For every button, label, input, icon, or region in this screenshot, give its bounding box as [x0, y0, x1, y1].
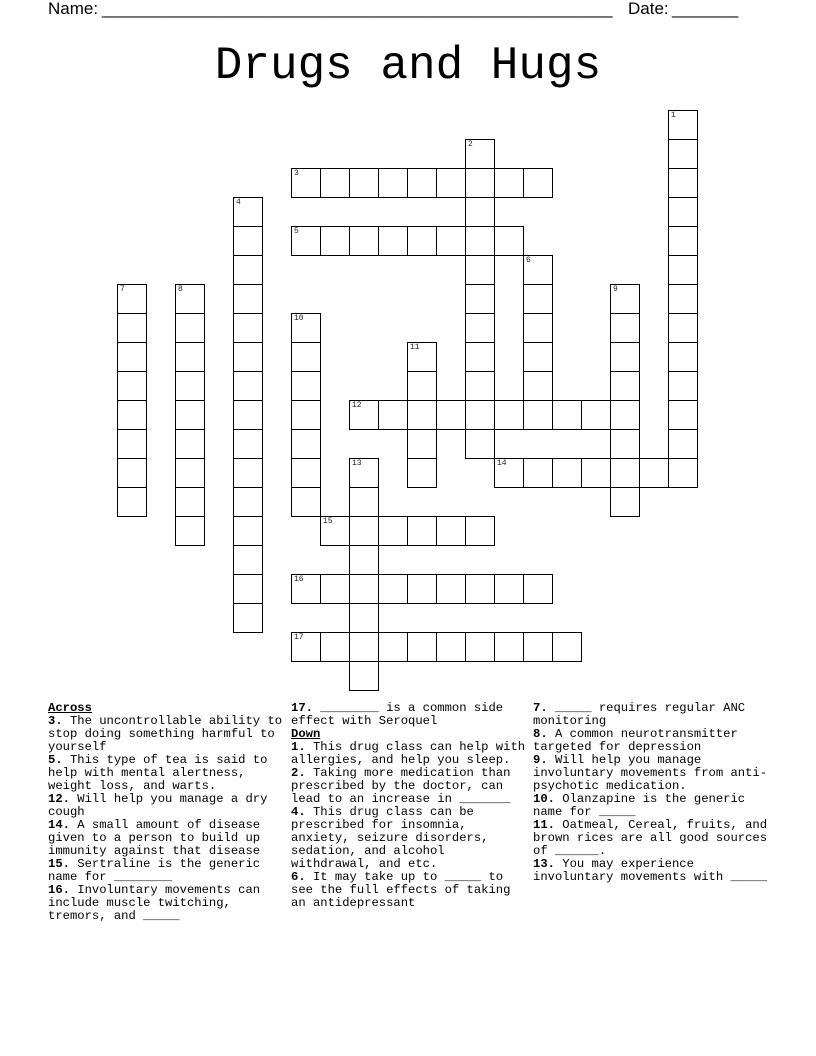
- clue-item: [48, 819, 284, 858]
- clue-item: [533, 858, 769, 884]
- cell-number: 6: [526, 256, 531, 265]
- grid-cell[interactable]: [378, 226, 408, 256]
- grid-cell[interactable]: [610, 313, 640, 343]
- clue-number: 1.: [291, 740, 306, 754]
- clue-item: [48, 858, 284, 884]
- grid-cell[interactable]: [465, 342, 495, 372]
- grid-cell[interactable]: [291, 429, 321, 459]
- grid-cell[interactable]: [233, 342, 263, 372]
- grid-cell[interactable]: [668, 110, 698, 140]
- grid-cell[interactable]: [291, 458, 321, 488]
- clue-column-1: [48, 702, 284, 923]
- clue-text: Will help you manage a dry cough: [48, 792, 268, 819]
- grid-cell[interactable]: [523, 371, 553, 401]
- clue-number: 4.: [291, 805, 306, 819]
- grid-cell[interactable]: [320, 226, 350, 256]
- clue-item: [291, 741, 527, 767]
- grid-cell[interactable]: [349, 603, 379, 633]
- grid-cell[interactable]: [233, 284, 263, 314]
- grid-cell[interactable]: [407, 226, 437, 256]
- grid-cell[interactable]: [233, 545, 263, 575]
- grid-cell[interactable]: [349, 632, 379, 662]
- grid-cell[interactable]: [523, 284, 553, 314]
- clue-item: [291, 871, 527, 910]
- date-label: Date:: [628, 0, 669, 18]
- grid-cell[interactable]: [349, 574, 379, 604]
- grid-cell[interactable]: [523, 574, 553, 604]
- grid-cell[interactable]: [349, 400, 379, 430]
- grid-cell[interactable]: [117, 371, 147, 401]
- grid-cell[interactable]: [349, 545, 379, 575]
- clue-text: Sertraline is the generic name for ________: [48, 857, 261, 884]
- grid-cell[interactable]: [349, 168, 379, 198]
- grid-cell[interactable]: [668, 458, 698, 488]
- grid-cell[interactable]: [407, 168, 437, 198]
- grid-cell[interactable]: [668, 284, 698, 314]
- grid-cell[interactable]: [552, 458, 582, 488]
- grid-cell[interactable]: [436, 226, 466, 256]
- grid-cell[interactable]: [349, 487, 379, 517]
- grid-cell[interactable]: [465, 255, 495, 285]
- clue-text: ________ is a common side effect with Seroquel: [291, 701, 504, 728]
- grid-cell[interactable]: [233, 255, 263, 285]
- grid-cell[interactable]: [233, 458, 263, 488]
- cell-number: 12: [352, 401, 362, 410]
- cell-number: 2: [468, 140, 473, 149]
- grid-cell[interactable]: [291, 313, 321, 343]
- clue-item: [533, 793, 769, 819]
- grid-cell[interactable]: [407, 516, 437, 546]
- grid-cell[interactable]: [378, 400, 408, 430]
- cell-number: 7: [120, 285, 125, 294]
- grid-cell[interactable]: [465, 574, 495, 604]
- grid-cell[interactable]: [523, 342, 553, 372]
- puzzle-title: Drugs and Hugs: [214, 40, 602, 92]
- grid-cell[interactable]: [320, 168, 350, 198]
- grid-cell[interactable]: [436, 632, 466, 662]
- grid-cell[interactable]: [233, 487, 263, 517]
- grid-cell[interactable]: [668, 313, 698, 343]
- clue-number: 8.: [533, 727, 548, 741]
- grid-cell[interactable]: [581, 400, 611, 430]
- grid-cell[interactable]: [407, 574, 437, 604]
- grid-cell[interactable]: [465, 168, 495, 198]
- grid-cell[interactable]: [668, 400, 698, 430]
- grid-cell[interactable]: [552, 400, 582, 430]
- grid-cell[interactable]: [523, 313, 553, 343]
- cell-number: 10: [294, 314, 304, 323]
- grid-cell[interactable]: [436, 168, 466, 198]
- grid-cell[interactable]: [465, 516, 495, 546]
- cell-number: 15: [323, 517, 333, 526]
- clue-item: [533, 728, 769, 754]
- grid-cell[interactable]: [378, 632, 408, 662]
- clue-text: Will help you manage involuntary movements from anti-psychotic medication.: [533, 753, 768, 793]
- clue-text: This drug class can help with allergies, and help you sleep.: [291, 740, 526, 767]
- grid-cell[interactable]: [233, 313, 263, 343]
- cell-number: 17: [294, 633, 304, 642]
- date-blank[interactable]: _______: [672, 0, 739, 18]
- grid-cell[interactable]: [668, 168, 698, 198]
- grid-cell[interactable]: [320, 516, 350, 546]
- cell-number: 4: [236, 198, 241, 207]
- clue-number: 5.: [48, 753, 63, 767]
- clue-item: [533, 819, 769, 858]
- clue-text: This drug class can be prescribed for insomnia, anxiety, seizure disorders, sedation, and alcohol withdrawal, and etc.: [291, 805, 489, 871]
- grid-cell[interactable]: [494, 168, 524, 198]
- grid-cell[interactable]: [465, 313, 495, 343]
- clue-text: This type of tea is said to help with mental alertness, weight loss, and warts.: [48, 753, 268, 793]
- clue-text: Olanzapine is the generic name for _____: [533, 792, 746, 819]
- grid-cell[interactable]: [436, 400, 466, 430]
- grid-cell[interactable]: [291, 168, 321, 198]
- grid-cell[interactable]: [494, 400, 524, 430]
- grid-cell[interactable]: [378, 516, 408, 546]
- grid-cell[interactable]: [465, 197, 495, 227]
- grid-cell[interactable]: [494, 458, 524, 488]
- down-clue-list: [291, 741, 527, 910]
- grid-cell[interactable]: [291, 400, 321, 430]
- grid-cell[interactable]: [668, 429, 698, 459]
- grid-cell[interactable]: [320, 632, 350, 662]
- grid-cell[interactable]: [610, 400, 640, 430]
- grid-cell[interactable]: [407, 400, 437, 430]
- grid-cell[interactable]: [233, 197, 263, 227]
- grid-cell[interactable]: [465, 284, 495, 314]
- clue-number: 13.: [533, 857, 555, 871]
- clue-text: A small amount of disease given to a person to build up immunity against that disease: [48, 818, 261, 858]
- grid-cell[interactable]: [523, 458, 553, 488]
- clue-text: Oatmeal, Cereal, fruits, and brown rices are all good sources of ______.: [533, 818, 768, 858]
- across-heading: Across: [48, 701, 92, 715]
- grid-cell[interactable]: [175, 429, 205, 459]
- grid-cell[interactable]: [668, 197, 698, 227]
- clue-number: 16.: [48, 883, 70, 897]
- cell-number: 13: [352, 459, 362, 468]
- clue-number: 12.: [48, 792, 70, 806]
- grid-cell[interactable]: [523, 255, 553, 285]
- grid-cell[interactable]: [117, 429, 147, 459]
- grid-cell[interactable]: [581, 458, 611, 488]
- grid-cell[interactable]: [175, 516, 205, 546]
- clue-item: [291, 702, 527, 728]
- grid-cell[interactable]: [668, 371, 698, 401]
- cell-number: 5: [294, 227, 299, 236]
- clue-item: [48, 793, 284, 819]
- grid-cell[interactable]: [523, 400, 553, 430]
- grid-cell[interactable]: [407, 429, 437, 459]
- cell-number: 14: [497, 459, 507, 468]
- grid-cell[interactable]: [523, 632, 553, 662]
- grid-cell[interactable]: [117, 487, 147, 517]
- clue-number: 3.: [48, 714, 63, 728]
- grid-cell[interactable]: [349, 516, 379, 546]
- grid-cell[interactable]: [378, 574, 408, 604]
- grid-cell[interactable]: [117, 400, 147, 430]
- clue-column-3: [533, 702, 769, 884]
- grid-cell[interactable]: [117, 342, 147, 372]
- grid-cell[interactable]: [291, 371, 321, 401]
- clue-item: [533, 754, 769, 793]
- grid-cell[interactable]: [175, 400, 205, 430]
- clue-item: [48, 884, 284, 923]
- grid-cell[interactable]: [610, 284, 640, 314]
- grid-cell[interactable]: [552, 632, 582, 662]
- grid-cell[interactable]: [291, 226, 321, 256]
- cell-number: 16: [294, 575, 304, 584]
- clue-item: [291, 806, 527, 871]
- grid-cell[interactable]: [175, 371, 205, 401]
- grid-cell[interactable]: [175, 487, 205, 517]
- grid-cell[interactable]: [668, 342, 698, 372]
- grid-cell[interactable]: [610, 371, 640, 401]
- grid-cell[interactable]: [465, 632, 495, 662]
- clue-number: 7.: [533, 701, 548, 715]
- grid-cell[interactable]: [320, 574, 350, 604]
- grid-cell[interactable]: [668, 139, 698, 169]
- grid-cell[interactable]: [407, 342, 437, 372]
- down-clue-list-continued: [533, 702, 769, 884]
- clue-item: [533, 702, 769, 728]
- across-clue-list: [48, 715, 284, 923]
- grid-cell[interactable]: [233, 226, 263, 256]
- grid-cell[interactable]: [610, 487, 640, 517]
- grid-cell[interactable]: [291, 487, 321, 517]
- grid-cell[interactable]: [175, 313, 205, 343]
- grid-cell[interactable]: [291, 632, 321, 662]
- cell-number: 11: [410, 343, 420, 352]
- grid-cell[interactable]: [233, 516, 263, 546]
- grid-cell[interactable]: [465, 400, 495, 430]
- grid-cell[interactable]: [291, 574, 321, 604]
- clue-text: Taking more medication than prescribed by the doctor, can lead to an increase in _______: [291, 766, 511, 806]
- grid-cell[interactable]: [233, 603, 263, 633]
- cell-number: 9: [613, 285, 618, 294]
- cell-number: 8: [178, 285, 183, 294]
- grid-cell[interactable]: [465, 429, 495, 459]
- grid-cell[interactable]: [233, 574, 263, 604]
- cell-number: 3: [294, 169, 299, 178]
- across-clue-list-continued: [291, 702, 527, 728]
- grid-cell[interactable]: [378, 168, 408, 198]
- grid-cell[interactable]: [291, 342, 321, 372]
- cell-number: 1: [671, 111, 676, 120]
- clue-number: 6.: [291, 870, 306, 884]
- name-label: Name:: [48, 0, 99, 18]
- grid-cell[interactable]: [349, 458, 379, 488]
- clue-item: [291, 767, 527, 806]
- grid-cell[interactable]: [233, 371, 263, 401]
- grid-cell[interactable]: [175, 458, 205, 488]
- grid-cell[interactable]: [349, 226, 379, 256]
- clue-number: 9.: [533, 753, 548, 767]
- clue-number: 2.: [291, 766, 306, 780]
- clue-text: You may experience involuntary movements with _____: [533, 857, 768, 884]
- grid-cell[interactable]: [494, 574, 524, 604]
- grid-cell[interactable]: [117, 284, 147, 314]
- grid-cell[interactable]: [494, 632, 524, 662]
- down-heading: Down: [291, 727, 321, 741]
- grid-cell[interactable]: [407, 371, 437, 401]
- grid-cell[interactable]: [610, 342, 640, 372]
- grid-cell[interactable]: [465, 371, 495, 401]
- clue-text: _____ requires regular ANC monitoring: [533, 701, 746, 728]
- clue-text: It may take up to _____ to see the full effects of taking an antidepressant: [291, 870, 511, 910]
- grid-cell[interactable]: [465, 226, 495, 256]
- grid-cell[interactable]: [436, 574, 466, 604]
- clue-number: 14.: [48, 818, 70, 832]
- grid-cell[interactable]: [668, 255, 698, 285]
- grid-cell[interactable]: [465, 139, 495, 169]
- grid-cell[interactable]: [175, 342, 205, 372]
- grid-cell[interactable]: [117, 313, 147, 343]
- grid-cell[interactable]: [117, 458, 147, 488]
- grid-cell[interactable]: [349, 661, 379, 691]
- grid-cell[interactable]: [175, 284, 205, 314]
- grid-cell[interactable]: [494, 226, 524, 256]
- grid-cell[interactable]: [523, 168, 553, 198]
- clue-number: 15.: [48, 857, 70, 871]
- grid-cell[interactable]: [668, 226, 698, 256]
- clue-text: The uncontrollable ability to stop doing something harmful to yourself: [48, 714, 283, 754]
- clue-number: 10.: [533, 792, 555, 806]
- grid-cell[interactable]: [407, 458, 437, 488]
- clue-number: 17.: [291, 701, 313, 715]
- clue-number: 11.: [533, 818, 555, 832]
- clue-text: Involuntary movements can include muscle twitching, tremors, and _____: [48, 883, 261, 923]
- clue-text: A common neurotransmitter targeted for depression: [533, 727, 738, 754]
- grid-cell[interactable]: [233, 400, 263, 430]
- clue-item: [48, 754, 284, 793]
- grid-cell[interactable]: [407, 632, 437, 662]
- clue-column-2: [291, 702, 527, 910]
- clue-item: [48, 715, 284, 754]
- name-blank[interactable]: ______________________________________________________: [102, 0, 613, 18]
- grid-cell[interactable]: [639, 458, 669, 488]
- grid-cell[interactable]: [436, 516, 466, 546]
- grid-cell[interactable]: [610, 458, 640, 488]
- grid-cell[interactable]: [233, 429, 263, 459]
- grid-cell[interactable]: [610, 429, 640, 459]
